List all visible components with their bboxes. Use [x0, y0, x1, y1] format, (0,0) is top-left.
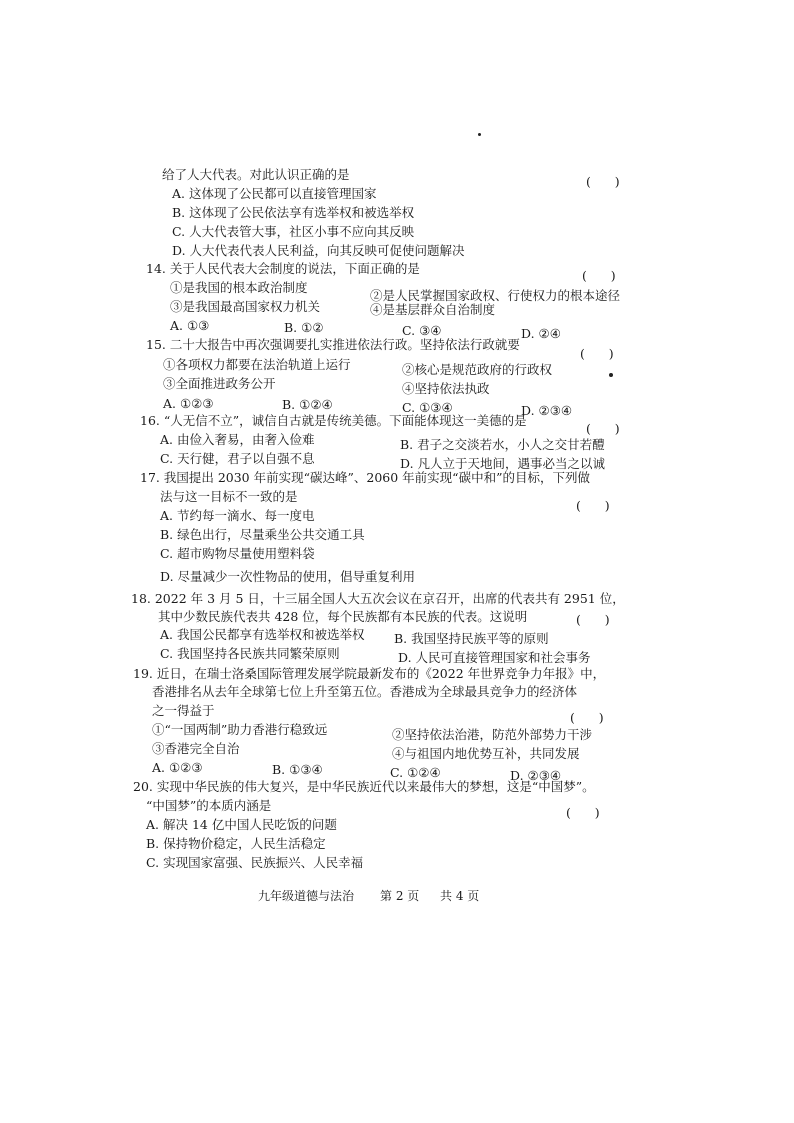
q14-choice-d: D. ②④ [521, 326, 561, 341]
q19-choice-d: D. ②③④ [510, 768, 562, 783]
q17-option-c: C. 超市购物尽量使用塑料袋 [160, 546, 315, 561]
q19-choice-c: C. ①②④ [390, 765, 441, 780]
q17-answer-blank: ( ) [576, 498, 610, 513]
q18-answer-blank: ( ) [576, 612, 610, 627]
q15-stem: 15. 二十大报告中再次强调要扎实推进依法行政。坚持依法行政就要 [146, 337, 520, 352]
q19-stem-line-2: 香港排名从去年全球第七位上升至第五位。香港成为全球最具竞争力的经济体 [152, 684, 578, 699]
q15-item-1: ①各项权力都要在法治轨道上运行 [163, 357, 351, 372]
q19-item-1: ①“一国两制”助力香港行稳致远 [152, 722, 328, 737]
q17-option-a: A. 节约每一滴水、每一度电 [160, 508, 315, 523]
q13-option-d: D. 人大代表代表人民利益，向其反映可促使问题解决 [172, 243, 465, 258]
q15-choice-a: A. ①②③ [163, 396, 214, 411]
q19-choice-b: B. ①③④ [272, 762, 323, 777]
q20-stem-line-1: 20. 实现中华民族的伟大复兴，是中华民族近代以来最伟大的梦想，这是“中国梦”。 [133, 779, 595, 794]
q13-option-c: C. 人大代表管大事，社区小事不应向其反映 [172, 224, 415, 239]
q20-option-a: A. 解决 14 亿中国人民吃饭的问题 [146, 817, 337, 832]
q20-option-b: B. 保持物价稳定，人民生活稳定 [146, 836, 326, 851]
q17-stem-line-2: 法与这一目标不一致的是 [160, 489, 298, 504]
scan-speck [478, 133, 481, 136]
q14-choice-b: B. ①② [284, 320, 324, 335]
q14-item-4: ④是基层群众自治制度 [370, 302, 496, 317]
footer-total-pages: 共 4 页 [440, 889, 480, 903]
q19-stem-line-1: 19. 近日，在瑞士洛桑国际管理发展学院最新发布的《2022 年世界竞争力年报》中， [133, 666, 606, 681]
q18-stem-line-2: 其中少数民族代表共 428 位，每个民族都有本民族的代表。这说明 [158, 609, 528, 624]
q20-answer-blank: ( ) [566, 805, 600, 820]
q14-choice-c: C. ③④ [402, 323, 442, 338]
q15-choice-c: C. ①③④ [402, 400, 453, 415]
q17-option-d: D. 尽量减少一次性物品的使用，倡导重复利用 [160, 569, 416, 584]
footer-subject: 九年级道德与法治 [258, 889, 355, 903]
q16-option-a: A. 由俭入奢易，由奢入俭难 [160, 432, 315, 447]
q16-answer-blank: ( ) [586, 421, 620, 436]
footer-page-number: 第 2 页 [380, 889, 420, 903]
q15-item-2: ②核心是规范政府的行政权 [402, 362, 553, 377]
q19-item-3: ③香港完全自治 [152, 741, 240, 756]
q16-option-c: C. 天行健，君子以自强不息 [160, 451, 315, 466]
q16-stem: 16. “人无信不立”，诚信自古就是传统美德。下面能体现这一美德的是 [140, 413, 527, 428]
q13-option-a: A. 这体现了公民都可以直接管理国家 [172, 186, 377, 201]
q15-answer-blank: ( ) [580, 346, 614, 361]
q14-choice-a: A. ①③ [170, 318, 210, 333]
q14-item-3: ③是我国最高国家权力机关 [170, 299, 321, 314]
q18-stem-line-1: 18. 2022 年 3 月 5 日，十三届全国人大五次会议在京召开，出席的代表共有 2951 位， [131, 591, 625, 606]
q19-item-2: ②坚持依法治港，防范外部势力干涉 [392, 727, 593, 742]
q13-option-b: B. 这体现了公民依法享有选举权和被选举权 [172, 205, 415, 220]
q14-stem: 14. 关于人民代表大会制度的说法，下面正确的是 [146, 261, 420, 276]
q18-option-b: B. 我国坚持民族平等的原则 [394, 631, 549, 646]
q18-option-d: D. 人民可直接管理国家和社会事务 [398, 650, 591, 665]
q19-item-4: ④与祖国内地优势互补，共同发展 [392, 746, 580, 761]
q14-item-1: ①是我国的根本政治制度 [170, 280, 308, 295]
q15-choice-d: D. ②③④ [521, 403, 573, 418]
q18-option-a: A. 我国公民都享有选举权和被选举权 [160, 627, 365, 642]
scan-speck [609, 373, 613, 377]
q18-option-c: C. 我国坚持各民族共同繁荣原则 [160, 646, 340, 661]
q17-stem-line-1: 17. 我国提出 2030 年前实现“碳达峰”、2060 年前实现“碳中和”的目标，下列做 [140, 470, 590, 485]
q16-option-b: B. 君子之交淡若水，小人之交甘若醴 [400, 437, 605, 452]
q13-answer-blank: ( ) [586, 174, 620, 189]
q16-option-d: D. 凡人立于天地间，遇事必当之以诚 [400, 456, 606, 471]
q19-answer-blank: ( ) [570, 710, 604, 725]
q14-answer-blank: ( ) [582, 268, 616, 283]
q15-item-3: ③全面推进政务公开 [163, 376, 276, 391]
q17-option-b: B. 绿色出行，尽量乘坐公共交通工具 [160, 527, 365, 542]
q19-stem-line-3: 之一得益于 [152, 703, 215, 718]
q15-choice-b: B. ①②④ [282, 397, 333, 412]
q20-stem-line-2: “中国梦”的本质内涵是 [146, 798, 272, 813]
q15-item-4: ④坚持依法执政 [402, 381, 490, 396]
q19-choice-a: A. ①②③ [152, 760, 203, 775]
q13-stem-continuation: 给了人大代表。对此认识正确的是 [162, 167, 350, 182]
q14-item-2: ②是人民掌握国家政权、行使权力的根本途径 [370, 288, 621, 303]
q20-option-c: C. 实现国家富强、民族振兴、人民幸福 [146, 855, 364, 870]
